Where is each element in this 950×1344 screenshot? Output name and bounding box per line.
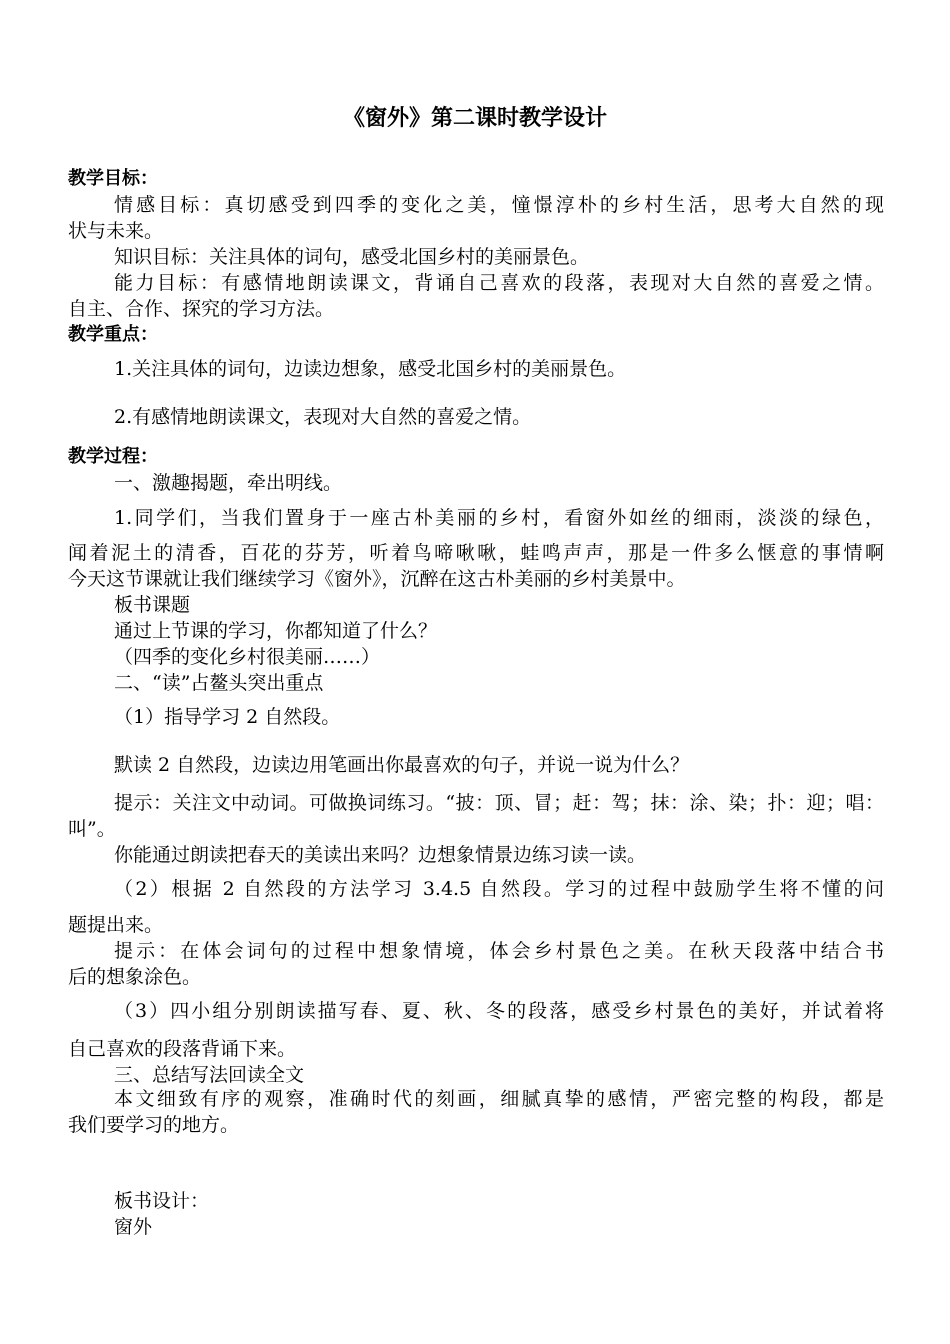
board-design-content: 窗外 (114, 1216, 153, 1238)
emotion-goal-line-1: 情感目标：真切感受到四季的变化之美，憧憬淳朴的乡村生活，思考大自然的现 (114, 194, 884, 216)
review-answer: （四季的变化乡村很美丽……） (114, 646, 381, 668)
hint-2-line-1: 提示：在体会词句的过程中想象情境，体会乡村景色之美。在秋天段落中结合书 (114, 940, 884, 962)
step-2-line-2: 题提出来。 (68, 914, 164, 936)
intro-line-2: 闻着泥土的清香，百花的芬芳，听着鸟啼啾啾，蛙鸣声声，那是一件多么惬意的事情啊 (68, 542, 884, 564)
step-2-line-1: （2）根据 2 自然段的方法学习 3.4.5 自然段。学习的过程中鼓励学生将不懂的问 (114, 878, 884, 900)
part-3-heading: 三、总结写法回读全文 (114, 1064, 305, 1086)
intro-line-1: 1.同学们，当我们置身于一座古朴美丽的乡村，看窗外如丝的细雨，淡淡的绿色， (114, 507, 884, 529)
ability-goal-line-2: 自主、合作、探究的学习方法。 (68, 298, 335, 320)
goals-heading: 教学目标： (68, 168, 158, 189)
document-title: 《窗外》第二课时教学设计 (342, 106, 607, 131)
intro-line-3: 今天这节课就让我们继续学习《窗外》，沉醉在这古朴美丽的乡村美景中。 (68, 568, 686, 590)
step-1: （1）指导学习 2 自然段。 (114, 706, 341, 728)
board-design-label: 板书设计： (114, 1190, 210, 1212)
hint-1-line-1: 提示：关注文中动词。可做换词练习。“披：顶、冒；赶：驾；抹：涂、染；扑：迎；唱： (114, 792, 884, 814)
hint-1-line-2: 叫”。 (68, 818, 116, 840)
ability-goal-line-1: 能力目标：有感情地朗读课文，背诵自己喜欢的段落，表现对大自然的喜爱之情。 (114, 272, 884, 294)
summary-line-2: 我们要学习的地方。 (68, 1114, 240, 1136)
key-points-heading: 教学重点： (68, 324, 158, 345)
emotion-goal-line-2: 状与未来。 (68, 220, 164, 242)
part-1-heading: 一、激趣揭题，牵出明线。 (114, 472, 343, 494)
read-aloud-task: 你能通过朗读把春天的美读出来吗？边想象情景边练习读一读。 (114, 844, 647, 866)
part-2-heading: 二、“读”占鳌头突出重点 (114, 672, 324, 694)
key-point-2: 2.有感情地朗读课文，表现对大自然的喜爱之情。 (114, 406, 532, 428)
silent-read-task: 默读 2 自然段，边读边用笔画出你最喜欢的句子，并说一说为什么？ (114, 754, 690, 776)
process-heading: 教学过程： (68, 446, 158, 467)
step-3-line-2: 自己喜欢的段落背诵下来。 (68, 1038, 297, 1060)
knowledge-goal: 知识目标：关注具体的词句，感受北国乡村的美丽景色。 (114, 246, 590, 268)
hint-2-line-2: 后的想象涂色。 (68, 966, 202, 988)
key-point-1: 1.关注具体的词句，边读边想象，感受北国乡村的美丽景色。 (114, 358, 627, 380)
board-title-note: 板书课题 (114, 594, 191, 616)
review-question: 通过上节课的学习，你都知道了什么？ (114, 620, 438, 642)
summary-line-1: 本文细致有序的观察，准确时代的刻画，细腻真挚的感情，严密完整的构段，都是 (114, 1088, 884, 1110)
step-3-line-1: （3）四小组分别朗读描写春、夏、秋、冬的段落，感受乡村景色的美好，并试着将 (114, 1000, 884, 1022)
